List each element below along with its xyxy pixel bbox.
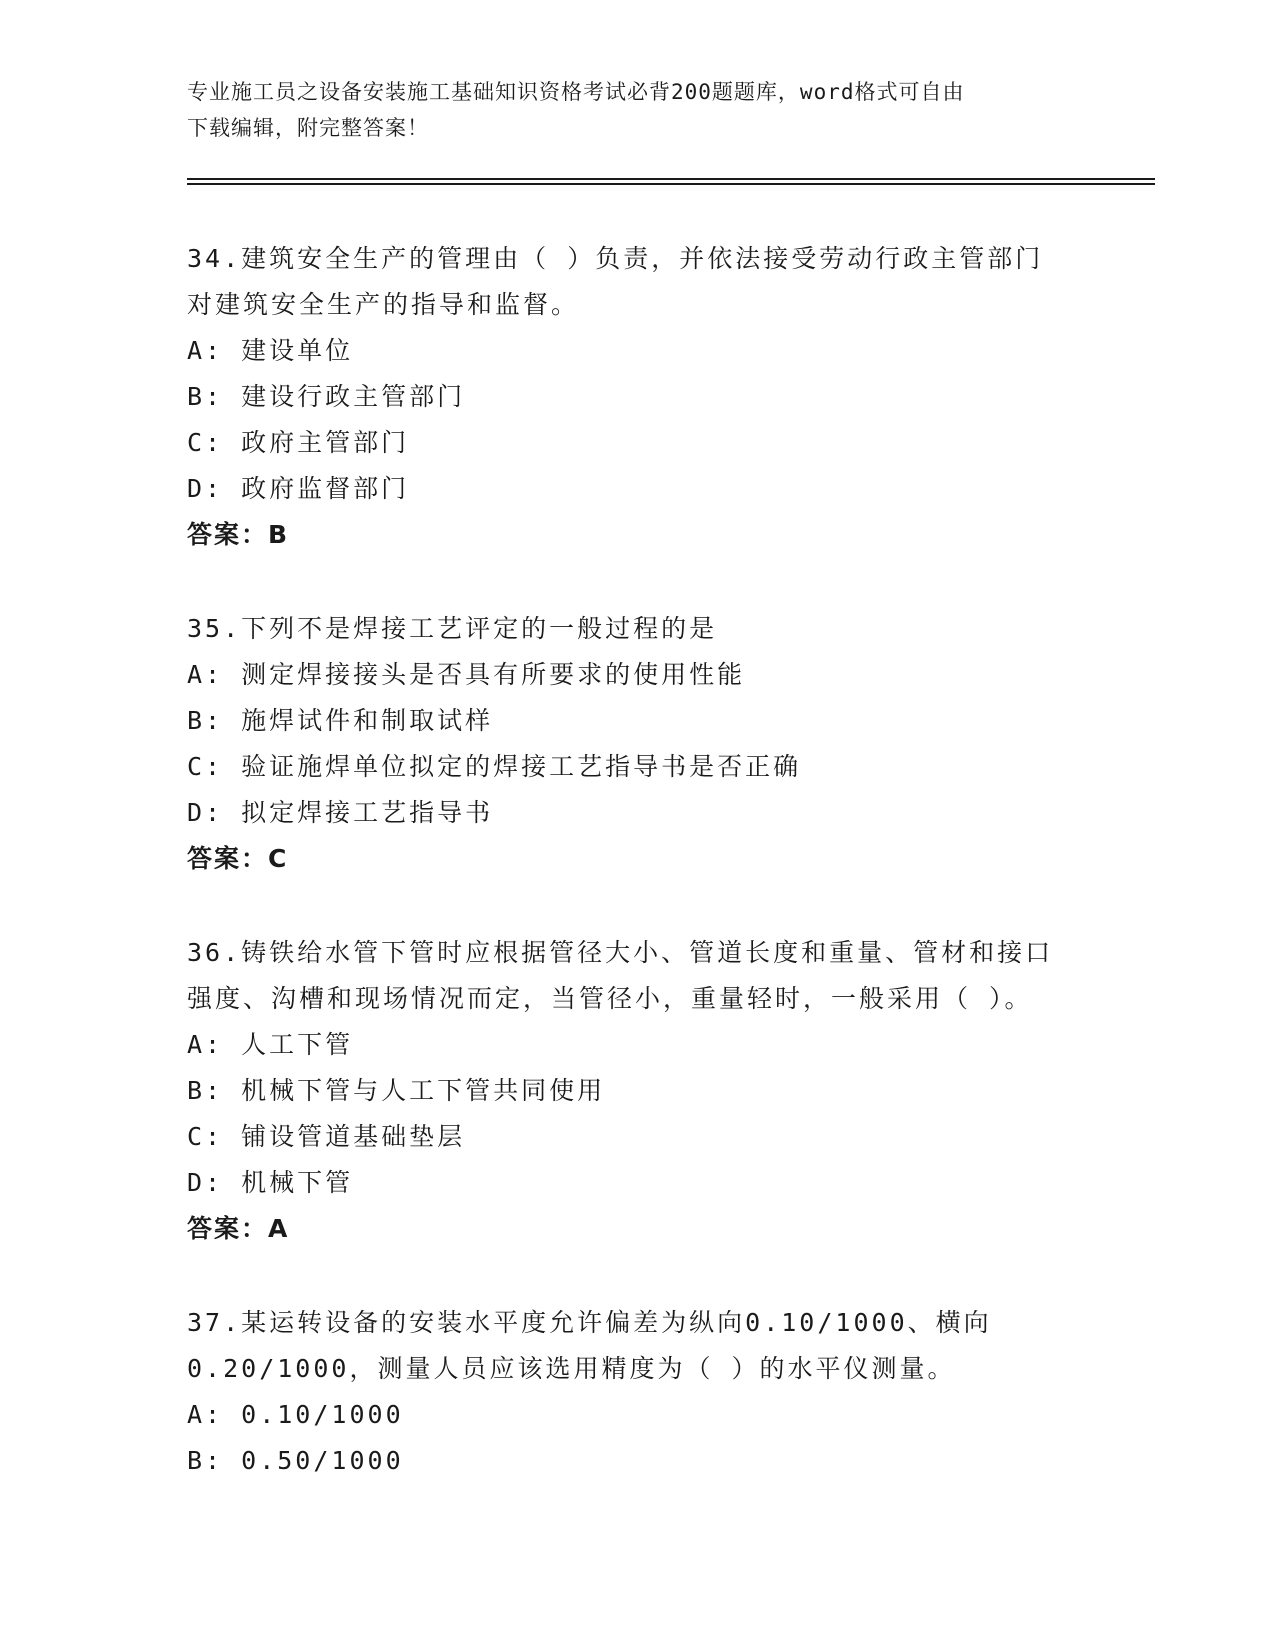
option-b: B: 机械下管与人工下管共同使用	[187, 1076, 606, 1105]
question-text: 0.20/1000，测量人员应该选用精度为（ ）的水平仪测量。	[187, 1354, 956, 1383]
question-text: 35.下列不是焊接工艺评定的一般过程的是	[187, 614, 718, 643]
header-divider-top	[187, 178, 1155, 180]
question-34	[187, 236, 1147, 558]
option-a: A: 人工下管	[187, 1030, 354, 1059]
option-a: A: 测定焊接接头是否具有所要求的使用性能	[187, 660, 746, 689]
option-d: D: 拟定焊接工艺指导书	[187, 798, 494, 827]
question-text: 36.铸铁给水管下管时应根据管径大小、管道长度和重量、管材和接口	[187, 938, 1054, 967]
question-36	[187, 930, 1147, 1252]
option-d: D: 政府监督部门	[187, 474, 410, 503]
question-text: 强度、沟槽和现场情况而定，当管径小，重量轻时，一般采用（ ）。	[187, 984, 1033, 1013]
question-text: 34.建筑安全生产的管理由（ ）负责，并依法接受劳动行政主管部门	[187, 244, 1044, 273]
option-c: C: 政府主管部门	[187, 428, 410, 457]
question-list	[187, 236, 1147, 1532]
answer: 答案：A	[187, 1214, 290, 1243]
question-text: 对建筑安全生产的指导和监督。	[187, 290, 580, 319]
option-b: B: 施焊试件和制取试样	[187, 706, 494, 735]
option-b: B: 0.50/1000	[187, 1446, 404, 1475]
question-35	[187, 606, 1147, 882]
header-title-line-1: 专业施工员之设备安装施工基础知识资格考试必背200题题库，word格式可自由	[187, 80, 965, 104]
option-c: C: 铺设管道基础垫层	[187, 1122, 466, 1151]
option-a: A: 0.10/1000	[187, 1400, 404, 1429]
option-d: D: 机械下管	[187, 1168, 354, 1197]
question-text: 37.某运转设备的安装水平度允许偏差为纵向0.10/1000、横向	[187, 1308, 992, 1337]
question-37	[187, 1300, 1147, 1484]
document-header	[187, 74, 1087, 146]
option-a: A: 建设单位	[187, 336, 354, 365]
answer: 答案：B	[187, 520, 290, 549]
option-c: C: 验证施焊单位拟定的焊接工艺指导书是否正确	[187, 752, 802, 781]
option-b: B: 建设行政主管部门	[187, 382, 466, 411]
answer: 答案：C	[187, 844, 289, 873]
header-divider-bottom	[187, 183, 1155, 185]
header-title-line-2: 下载编辑，附完整答案！	[187, 116, 429, 140]
